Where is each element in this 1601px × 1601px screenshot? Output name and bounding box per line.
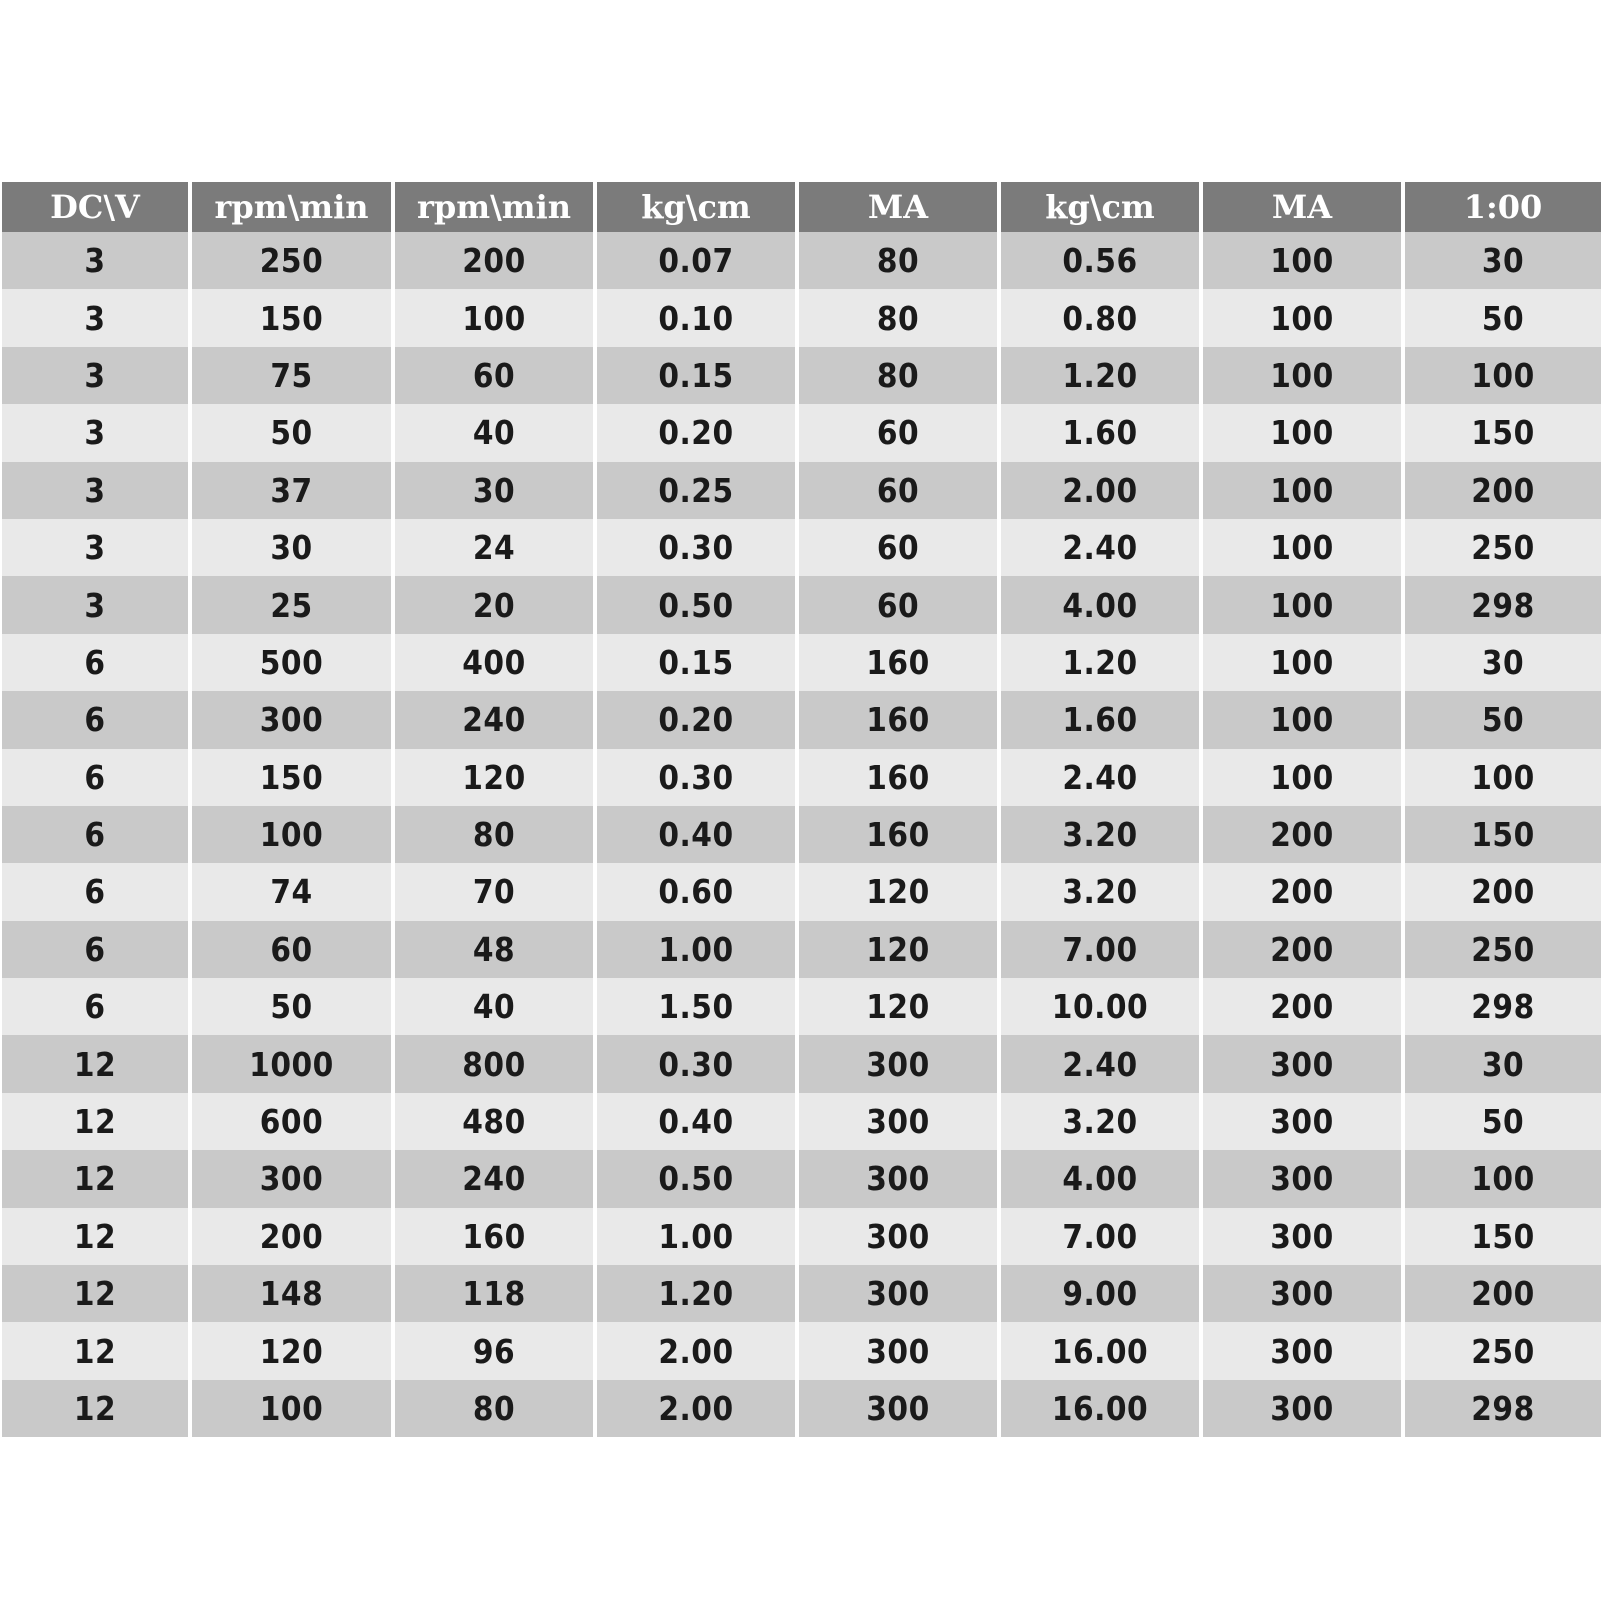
table-cell: 0.15	[597, 634, 799, 691]
table-cell: 96	[395, 1322, 597, 1379]
table-cell: 3	[2, 404, 192, 461]
table-cell: 300	[799, 1035, 1001, 1092]
table-cell: 0.20	[597, 691, 799, 748]
table-cell: 3	[2, 462, 192, 519]
table-cell: 300	[192, 1150, 395, 1207]
table-cell: 60	[799, 576, 1001, 633]
spec-table-container	[2, 182, 1601, 1437]
table-cell: 12	[2, 1208, 192, 1265]
table-cell: 16.00	[1001, 1322, 1203, 1379]
table-cell: 480	[395, 1093, 597, 1150]
table-cell: 100	[1203, 462, 1405, 519]
table-cell: 250	[1405, 1322, 1601, 1379]
table-cell: 74	[192, 863, 395, 920]
table-cell: 40	[395, 978, 597, 1035]
table-cell: 250	[1405, 921, 1601, 978]
table-cell: 48	[395, 921, 597, 978]
table-cell: 100	[1203, 289, 1405, 346]
table-cell: 60	[799, 462, 1001, 519]
table-cell: 16.00	[1001, 1380, 1203, 1437]
table-cell: 1000	[192, 1035, 395, 1092]
table-cell: 100	[1203, 634, 1405, 691]
table-cell: 1.00	[597, 1208, 799, 1265]
table-cell: 200	[1405, 1265, 1601, 1322]
table-cell: 12	[2, 1035, 192, 1092]
table-cell: 3	[2, 289, 192, 346]
table-cell: 298	[1405, 576, 1601, 633]
table-cell: 12	[2, 1380, 192, 1437]
table-cell: 150	[1405, 1208, 1601, 1265]
table-row	[2, 1093, 1601, 1150]
table-cell: 160	[799, 691, 1001, 748]
table-cell: 7.00	[1001, 921, 1203, 978]
table-cell: 20	[395, 576, 597, 633]
table-row	[2, 347, 1601, 404]
table-cell: 80	[395, 1380, 597, 1437]
table-cell: 80	[799, 232, 1001, 289]
table-cell: 300	[1203, 1035, 1405, 1092]
table-cell: 200	[1203, 978, 1405, 1035]
table-cell: 0.30	[597, 1035, 799, 1092]
table-cell: 160	[799, 749, 1001, 806]
table-row	[2, 691, 1601, 748]
table-cell: 60	[799, 404, 1001, 461]
column-header: kg\cm	[1001, 182, 1203, 232]
table-row	[2, 1380, 1601, 1437]
table-row	[2, 576, 1601, 633]
column-header: rpm\min	[192, 182, 395, 232]
table-cell: 300	[799, 1380, 1001, 1437]
table-cell: 100	[1203, 519, 1405, 576]
table-cell: 100	[1405, 1150, 1601, 1207]
table-cell: 200	[1203, 863, 1405, 920]
table-cell: 300	[1203, 1380, 1405, 1437]
table-cell: 7.00	[1001, 1208, 1203, 1265]
table-row	[2, 806, 1601, 863]
table-cell: 40	[395, 404, 597, 461]
table-cell: 100	[1203, 347, 1405, 404]
table-row	[2, 749, 1601, 806]
table-cell: 30	[192, 519, 395, 576]
table-cell: 3.20	[1001, 806, 1203, 863]
table-cell: 600	[192, 1093, 395, 1150]
table-cell: 200	[395, 232, 597, 289]
table-cell: 2.00	[597, 1322, 799, 1379]
table-cell: 0.40	[597, 806, 799, 863]
table-cell: 3	[2, 347, 192, 404]
table-cell: 200	[1405, 462, 1601, 519]
table-cell: 2.00	[1001, 462, 1203, 519]
table-cell: 50	[192, 978, 395, 1035]
table-cell: 250	[1405, 519, 1601, 576]
table-cell: 0.15	[597, 347, 799, 404]
table-cell: 80	[799, 289, 1001, 346]
table-header-row	[2, 182, 1601, 232]
table-cell: 1.20	[1001, 634, 1203, 691]
table-cell: 6	[2, 921, 192, 978]
table-row	[2, 404, 1601, 461]
table-cell: 1.00	[597, 921, 799, 978]
column-header: rpm\min	[395, 182, 597, 232]
table-cell: 3	[2, 232, 192, 289]
table-cell: 300	[799, 1150, 1001, 1207]
table-cell: 0.30	[597, 749, 799, 806]
table-cell: 100	[1203, 691, 1405, 748]
table-cell: 0.56	[1001, 232, 1203, 289]
table-cell: 160	[799, 634, 1001, 691]
table-cell: 0.60	[597, 863, 799, 920]
table-cell: 3	[2, 519, 192, 576]
table-cell: 300	[1203, 1322, 1405, 1379]
motor-spec-table	[2, 182, 1601, 1437]
table-row	[2, 462, 1601, 519]
table-cell: 25	[192, 576, 395, 633]
table-cell: 24	[395, 519, 597, 576]
table-cell: 2.40	[1001, 519, 1203, 576]
table-cell: 160	[395, 1208, 597, 1265]
table-cell: 1.60	[1001, 404, 1203, 461]
table-cell: 3.20	[1001, 863, 1203, 920]
table-row	[2, 232, 1601, 289]
table-cell: 100	[1203, 749, 1405, 806]
table-cell: 6	[2, 691, 192, 748]
table-cell: 100	[1405, 749, 1601, 806]
table-cell: 4.00	[1001, 576, 1203, 633]
table-cell: 10.00	[1001, 978, 1203, 1035]
table-cell: 100	[192, 1380, 395, 1437]
table-cell: 200	[1405, 863, 1601, 920]
table-cell: 100	[192, 806, 395, 863]
table-cell: 160	[799, 806, 1001, 863]
table-cell: 12	[2, 1265, 192, 1322]
table-cell: 0.25	[597, 462, 799, 519]
table-cell: 240	[395, 1150, 597, 1207]
column-header: MA	[799, 182, 1001, 232]
table-cell: 0.50	[597, 1150, 799, 1207]
table-cell: 300	[1203, 1150, 1405, 1207]
table-cell: 150	[192, 749, 395, 806]
table-cell: 50	[1405, 1093, 1601, 1150]
table-cell: 100	[1405, 347, 1601, 404]
table-cell: 0.20	[597, 404, 799, 461]
table-cell: 60	[395, 347, 597, 404]
table-row	[2, 1265, 1601, 1322]
table-cell: 100	[1203, 576, 1405, 633]
table-cell: 1.20	[1001, 347, 1203, 404]
table-cell: 148	[192, 1265, 395, 1322]
table-cell: 9.00	[1001, 1265, 1203, 1322]
table-cell: 120	[799, 921, 1001, 978]
table-cell: 120	[395, 749, 597, 806]
table-cell: 0.80	[1001, 289, 1203, 346]
table-cell: 2.40	[1001, 749, 1203, 806]
table-cell: 0.50	[597, 576, 799, 633]
column-header: 1:00	[1405, 182, 1601, 232]
table-row	[2, 289, 1601, 346]
table-cell: 30	[1405, 634, 1601, 691]
table-row	[2, 1035, 1601, 1092]
table-cell: 70	[395, 863, 597, 920]
table-cell: 200	[1203, 921, 1405, 978]
table-row	[2, 1208, 1601, 1265]
table-cell: 60	[799, 519, 1001, 576]
table-body	[2, 232, 1601, 1437]
table-cell: 60	[192, 921, 395, 978]
table-cell: 2.40	[1001, 1035, 1203, 1092]
table-cell: 1.20	[597, 1265, 799, 1322]
table-row	[2, 1150, 1601, 1207]
table-cell: 250	[192, 232, 395, 289]
table-cell: 298	[1405, 1380, 1601, 1437]
table-cell: 0.10	[597, 289, 799, 346]
table-cell: 0.07	[597, 232, 799, 289]
table-cell: 100	[1203, 404, 1405, 461]
table-row	[2, 1322, 1601, 1379]
table-cell: 6	[2, 634, 192, 691]
table-cell: 50	[192, 404, 395, 461]
table-cell: 3.20	[1001, 1093, 1203, 1150]
table-cell: 50	[1405, 691, 1601, 748]
table-cell: 1.60	[1001, 691, 1203, 748]
table-cell: 300	[1203, 1208, 1405, 1265]
table-cell: 150	[1405, 404, 1601, 461]
table-row	[2, 978, 1601, 1035]
table-cell: 500	[192, 634, 395, 691]
table-cell: 800	[395, 1035, 597, 1092]
column-header: MA	[1203, 182, 1405, 232]
table-cell: 6	[2, 806, 192, 863]
table-row	[2, 863, 1601, 920]
table-row	[2, 519, 1601, 576]
table-cell: 6	[2, 863, 192, 920]
table-cell: 37	[192, 462, 395, 519]
table-cell: 80	[799, 347, 1001, 404]
table-cell: 3	[2, 576, 192, 633]
table-cell: 300	[1203, 1093, 1405, 1150]
table-cell: 75	[192, 347, 395, 404]
table-cell: 300	[799, 1208, 1001, 1265]
table-cell: 6	[2, 749, 192, 806]
table-cell: 400	[395, 634, 597, 691]
table-cell: 240	[395, 691, 597, 748]
table-cell: 100	[395, 289, 597, 346]
table-cell: 150	[1405, 806, 1601, 863]
table-cell: 0.40	[597, 1093, 799, 1150]
table-cell: 300	[799, 1265, 1001, 1322]
table-cell: 120	[192, 1322, 395, 1379]
table-cell: 2.00	[597, 1380, 799, 1437]
table-cell: 6	[2, 978, 192, 1035]
table-cell: 30	[1405, 232, 1601, 289]
table-cell: 120	[799, 863, 1001, 920]
table-cell: 118	[395, 1265, 597, 1322]
table-cell: 30	[1405, 1035, 1601, 1092]
table-cell: 300	[799, 1322, 1001, 1379]
table-cell: 300	[192, 691, 395, 748]
table-row	[2, 921, 1601, 978]
table-cell: 200	[1203, 806, 1405, 863]
table-cell: 1.50	[597, 978, 799, 1035]
table-cell: 100	[1203, 232, 1405, 289]
table-cell: 300	[1203, 1265, 1405, 1322]
table-cell: 12	[2, 1150, 192, 1207]
table-cell: 300	[799, 1093, 1001, 1150]
table-cell: 200	[192, 1208, 395, 1265]
table-cell: 120	[799, 978, 1001, 1035]
column-header: DC\V	[2, 182, 192, 232]
column-header: kg\cm	[597, 182, 799, 232]
table-cell: 80	[395, 806, 597, 863]
table-cell: 4.00	[1001, 1150, 1203, 1207]
table-cell: 0.30	[597, 519, 799, 576]
table-row	[2, 634, 1601, 691]
table-cell: 150	[192, 289, 395, 346]
table-cell: 30	[395, 462, 597, 519]
table-cell: 12	[2, 1322, 192, 1379]
table-cell: 50	[1405, 289, 1601, 346]
table-cell: 298	[1405, 978, 1601, 1035]
table-cell: 12	[2, 1093, 192, 1150]
